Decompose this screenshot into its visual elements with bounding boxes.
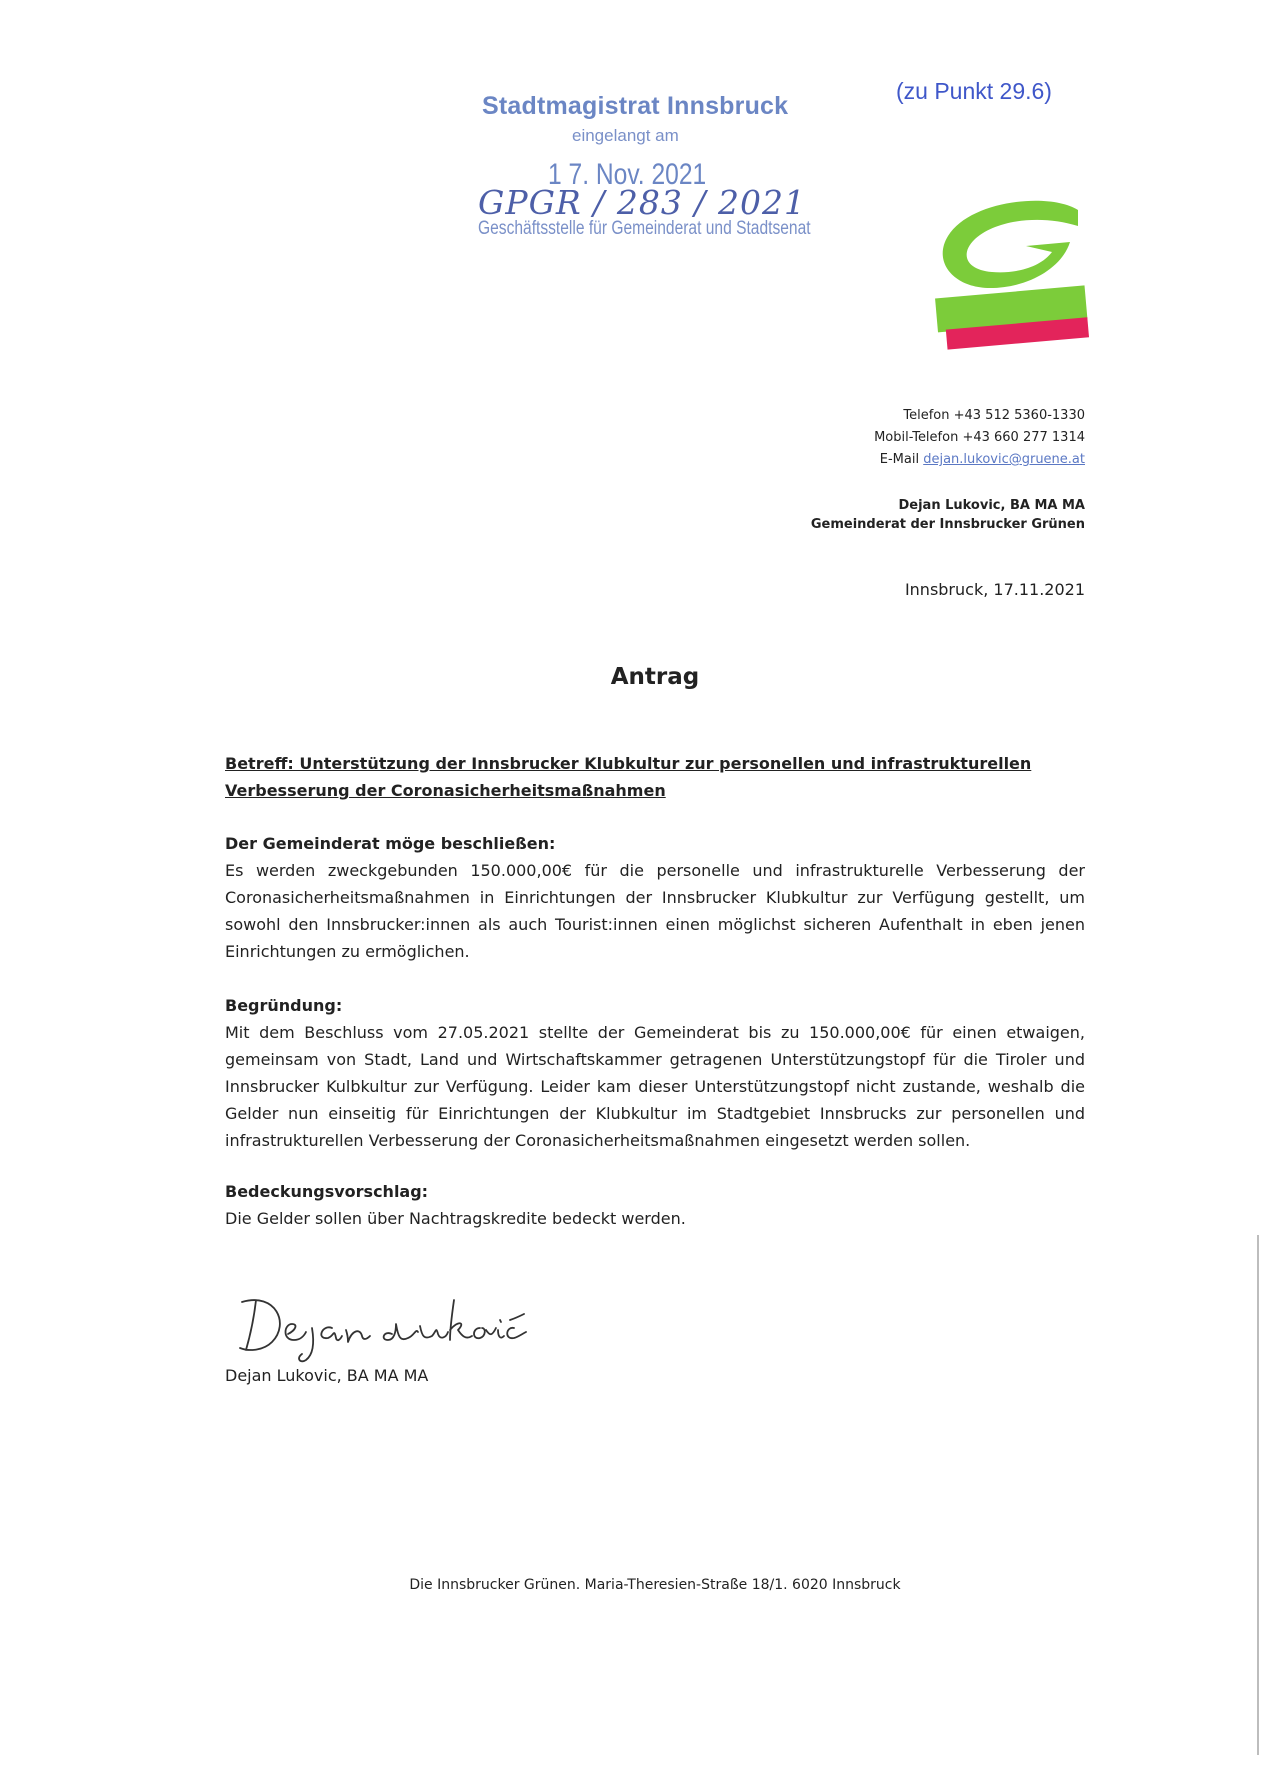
place-date: Innsbruck, 17.11.2021 <box>904 580 1085 599</box>
section-reasoning <box>225 992 1085 1154</box>
handwritten-signature <box>236 1284 536 1364</box>
stamp-received-label: eingelangt am <box>572 126 679 145</box>
stamp-department: Geschäftsstelle für Gemeinderat und Stadtsenat <box>478 218 811 239</box>
section-funding <box>225 1178 1085 1232</box>
section-body: Es werden zweckgebunden 150.000,00€ für die personelle und infrastrukturelle Verbesserung der Coronasicherheitsmaßnahmen in Einrichtungen der Innsbrucker Klubkultur zur Verfügung gestellt, um sowohl den Innsbrucker:innen als auch Tourist:innen einen möglichst sicheren Aufenthalt in eben jenen Einrichtungen zu ermöglichen. <box>225 861 1085 961</box>
document-title: Antrag <box>610 664 700 690</box>
section-heading: Der Gemeinderat möge beschließen: <box>225 834 556 853</box>
sender-role: Gemeinderat der Innsbrucker Grünen <box>810 517 1085 532</box>
subject-line: Betreff: Unterstützung der Innsbrucker Klubkultur zur personellen und infrastrukturellen Verbesserung der Coronasicherheitsmaßnahmen <box>225 754 1032 800</box>
email-link[interactable]: dejan.lukovic@gruene.at <box>923 452 1085 467</box>
gruene-logo <box>930 196 1090 352</box>
section-resolution <box>225 830 1085 965</box>
section-heading: Bedeckungsvorschlag: <box>225 1182 429 1201</box>
gruene-logo-mark <box>930 196 1090 352</box>
signature-drawing <box>236 1284 536 1364</box>
signature-printed-name: Dejan Lukovic, BA MA MA <box>225 1366 429 1385</box>
agenda-item-note: (zu Punkt 29.6) <box>896 78 1052 104</box>
scan-edge-line <box>1257 1235 1259 1755</box>
email-label: E-Mail <box>879 452 924 467</box>
section-body: Die Gelder sollen über Nachtragskredite bedeckt werden. <box>225 1209 686 1228</box>
stamp-office: Stadtmagistrat Innsbruck <box>482 92 789 120</box>
mobile-phone: Mobil-Telefon +43 660 277 1314 <box>874 430 1085 445</box>
phone: Telefon +43 512 5360-1330 <box>903 408 1085 423</box>
section-heading: Begründung: <box>225 996 343 1015</box>
email-line <box>874 449 1085 471</box>
green-g-shape <box>943 201 1078 288</box>
sender-block <box>811 496 1085 534</box>
sender-name: Dejan Lukovic, BA MA MA <box>898 498 1085 513</box>
contact-block <box>874 405 1085 471</box>
stamp-date: 1 7. Nov. 2021 <box>548 158 707 191</box>
footer-address: Die Innsbrucker Grünen. Maria-Theresien-Straße 18/1. 6020 Innsbruck <box>409 1577 901 1593</box>
stamp-handwritten-reference: GPGR / 283 / 2021 <box>478 183 806 222</box>
section-body: Mit dem Beschluss vom 27.05.2021 stellte der Gemeinderat bis zu 150.000,00€ für einen etwaigen, gemeinsam von Stadt, Land und Wirtschaftskammer getragenen Unterstützungstopf für die Tiroler und Innsbrucker Kulbkultur zur Verfügung. Leider kam dieser Unterstützungstopf nicht zustande, weshalb die Gelder nun einseitig für Einrichtungen der Klubkultur im Stadtgebiet Innsbrucks zur personellen und infrastrukturellen Verbesserung der Coronasicherheitsmaßnahmen eingesetzt werden sollen. <box>225 1023 1085 1150</box>
